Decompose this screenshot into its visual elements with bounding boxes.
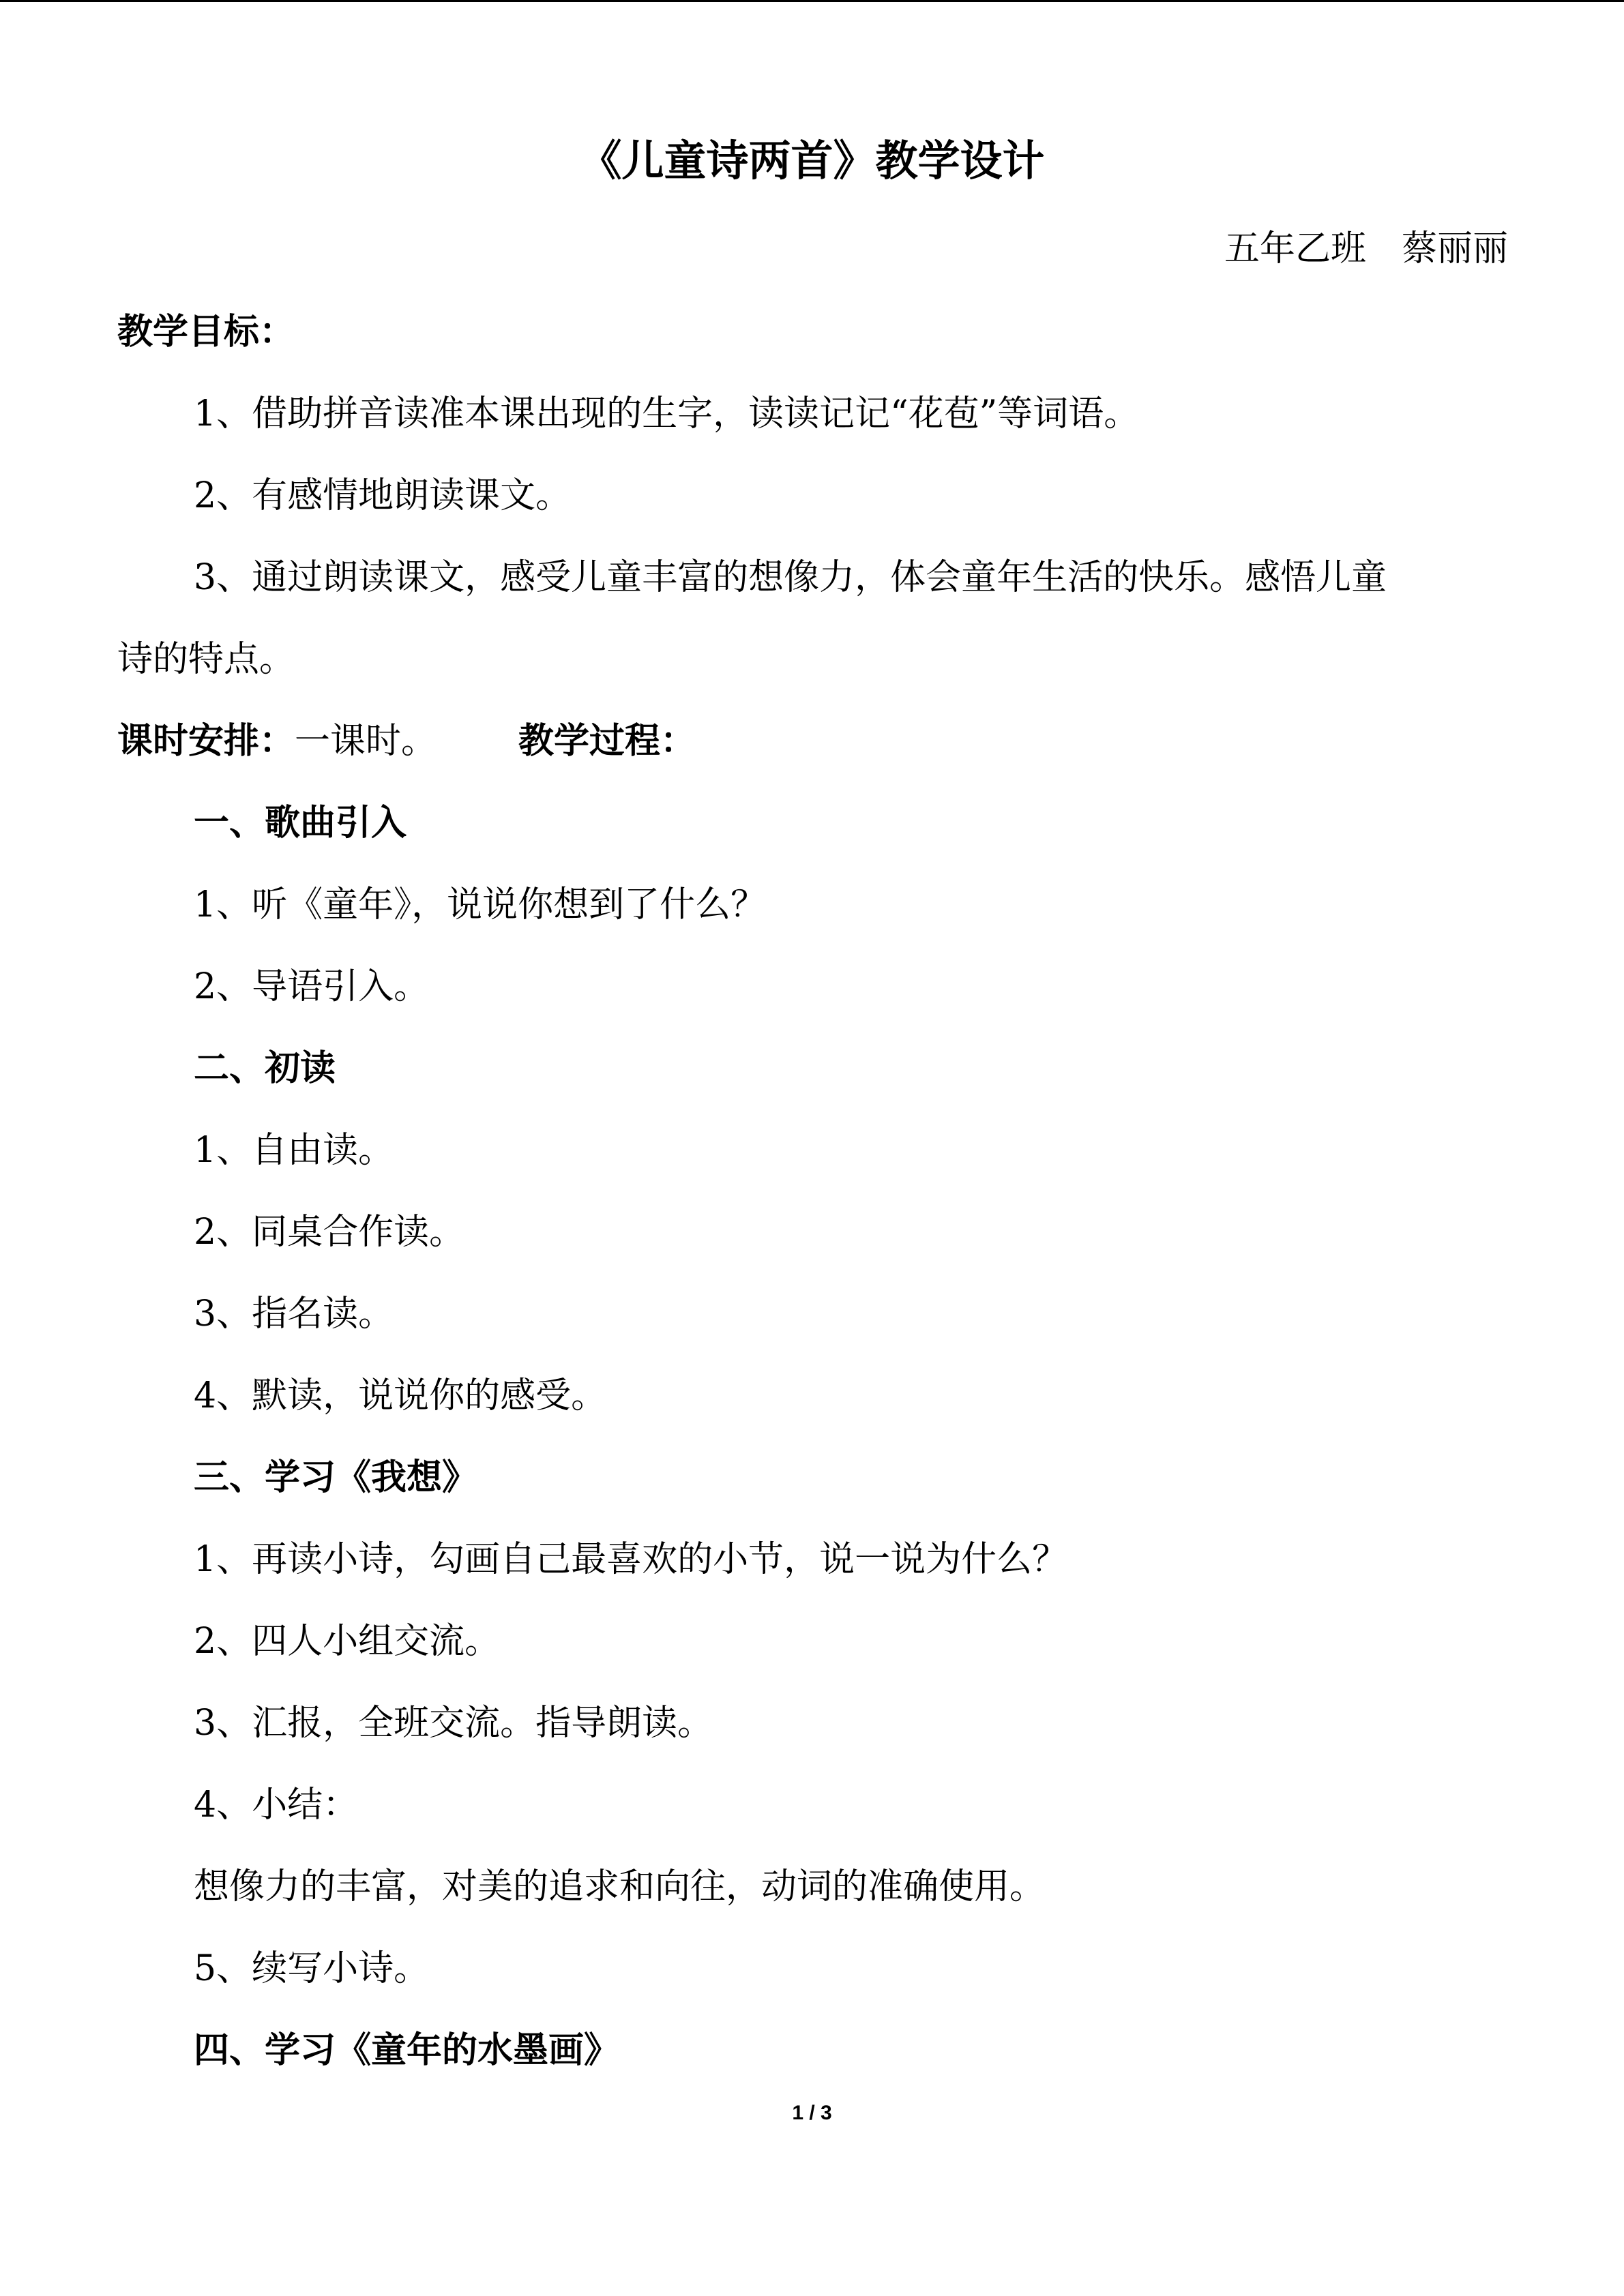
list-item: 2、同桌合作读。 (194, 1212, 465, 1253)
section-heading: 一、歌曲引入 (194, 803, 407, 844)
list-item: 5、续写小诗。 (194, 1948, 430, 1989)
list-item: 1、听《童年》，说说你想到了什么？ (194, 884, 767, 925)
process-label: 教学过程： (518, 721, 696, 762)
page-number: 1 / 3 (792, 2102, 832, 2124)
schedule-value: 一课时。 (295, 721, 437, 762)
document-title: 《儿童诗两首》教学设计 (579, 136, 1045, 185)
list-item: 1、再读小诗，勾画自己最喜欢的小节，说一说为什么？ (194, 1539, 1068, 1580)
list-item: 4、小结： (194, 1785, 359, 1825)
schedule-line (117, 717, 437, 765)
list-item: 2、导语引入。 (194, 966, 430, 1007)
section-heading: 二、初读 (194, 1048, 336, 1089)
objective-item: 2、有感情地朗读课文。 (194, 475, 572, 516)
section-heading: 三、学习《我想》 (194, 1457, 478, 1498)
section-heading: 四、学习《童年的水墨画》 (194, 2030, 620, 2071)
author-line: 五年乙班 蔡丽丽 (1224, 228, 1508, 269)
schedule-label: 课时安排： (117, 721, 295, 762)
objective-item: 3、通过朗读课文，感受儿童丰富的想像力，体会童年生活的快乐。感悟儿童 (194, 557, 1387, 598)
top-border (0, 0, 1624, 2)
objectives-label: 教学目标： (117, 312, 295, 353)
objective-item: 1、借助拼音读准本课出现的生字，读读记记“花苞”等词语。 (194, 393, 1140, 434)
list-item: 1、自由读。 (194, 1130, 394, 1171)
list-item: 3、汇报，全班交流。指导朗读。 (194, 1703, 713, 1744)
list-item: 4、默读，说说你的感受。 (194, 1375, 607, 1416)
objective-item-continued: 诗的特点。 (117, 639, 295, 680)
list-item: 2、四人小组交流。 (194, 1621, 501, 1662)
list-item: 想像力的丰富，对美的追求和向往，动词的准确使用。 (194, 1866, 1046, 1907)
list-item: 3、指名读。 (194, 1294, 394, 1335)
